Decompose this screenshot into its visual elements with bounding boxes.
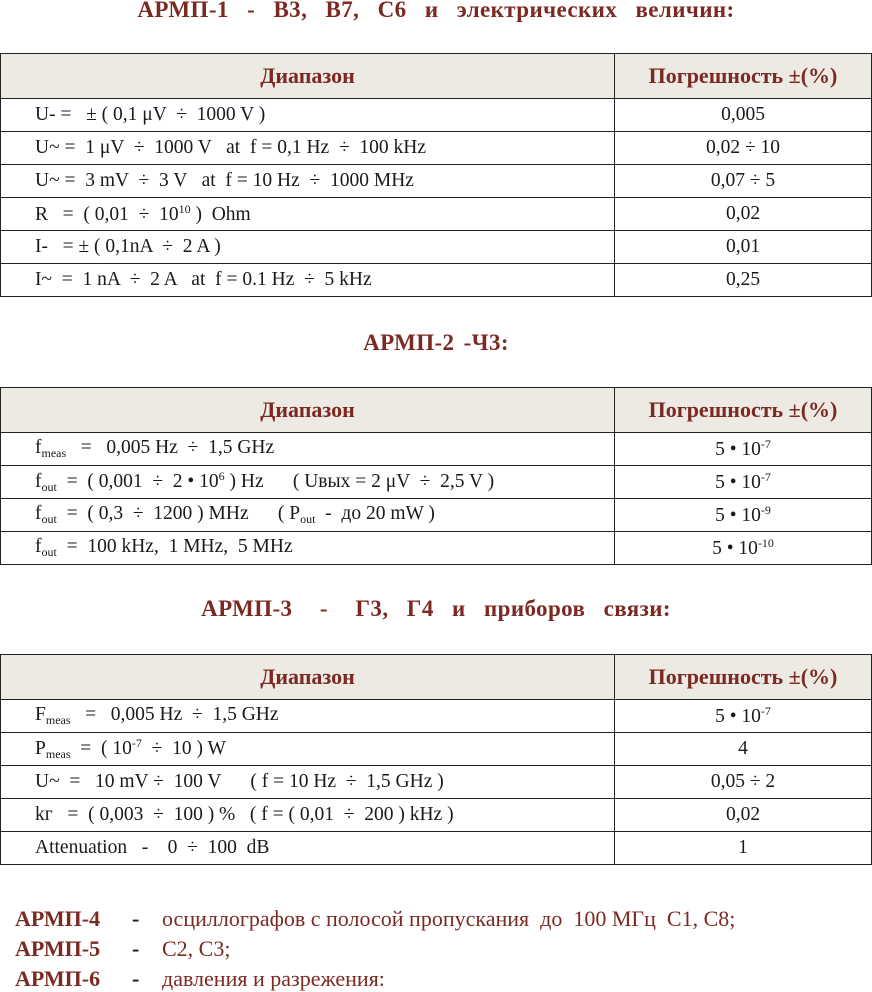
error-cell: 5 • $10^{-7}$ [615, 700, 872, 733]
range-column-header: Диапазон [1, 388, 615, 433]
error-cell: 0,02 [615, 799, 872, 832]
range-cell: I- = ± ( 0,1nA ÷ 2 A ) [1, 231, 615, 264]
range-column-header: Диапазон [1, 655, 615, 700]
error-cell: 0,05 ÷ 2 [615, 766, 872, 799]
section-title-armp-2: АРМП-2 -Ч3: [363, 330, 509, 355]
range-cell: I~ = 1 nA ÷ 2 A at f = 0.1 Hz ÷ 5 kHz [1, 264, 615, 297]
range-cell: U~ = 1 μV ÷ 1000 V at f = 0,1 Hz ÷ 100 kHz [1, 132, 615, 165]
footer-dash: - [132, 936, 140, 961]
error-cell: 5 • $10^{-9}$ [615, 499, 872, 532]
table-row [1, 766, 872, 799]
table-row [1, 799, 872, 832]
section-title-armp-1: АРМП-1 - В3, В7, С6 и электрических величин: [137, 0, 735, 22]
range-cell: $f_{out}$ = ( 0,001 ÷ 2 • $10^6$ ) Hz ( Uвых = 2 μV ÷ 2,5 V ) [1, 466, 615, 499]
error-cell: 5 • $10^{-7}$ [615, 466, 872, 499]
error-cell: 0,01 [615, 231, 872, 264]
footer-dash: - [132, 906, 140, 931]
range-cell: $P_{meas}$ = ( $10^{-7} \div 10$ ) W [1, 733, 615, 766]
table-row [1, 132, 872, 165]
table-row [1, 198, 872, 231]
range-cell: Attenuation - 0 ÷ 100 dB [1, 832, 615, 865]
footer-label: АРМП-6 [15, 966, 101, 991]
range-cell: U- = ± ( 0,1 μV ÷ 1000 V ) [1, 99, 615, 132]
footer-line-armp-6 [4, 940, 385, 992]
table-row [1, 733, 872, 766]
footer-dash: - [132, 966, 140, 991]
table-row [1, 700, 872, 733]
table-row [1, 433, 872, 466]
footer-text: давления и разрежения: [162, 966, 385, 991]
error-cell: 5 • $10^{-7}$ [615, 433, 872, 466]
error-column-header: Погрешность ±(%) [615, 54, 872, 99]
range-cell: U~ = 10 mV ÷ 100 V ( f = 10 Hz ÷ 1,5 GHz ) [1, 766, 615, 799]
error-cell: 0,25 [615, 264, 872, 297]
range-cell: R = ( $0,01 \div 10^{10}$ ) Ohm [1, 198, 615, 231]
footer-text: С2, С3; [162, 936, 231, 961]
error-cell: 0,02 [615, 198, 872, 231]
footer-label: АРМП-5 [15, 936, 101, 961]
error-cell: 1 [615, 832, 872, 865]
footer-label: АРМП-4 [15, 906, 101, 931]
table-row [1, 499, 872, 532]
table-row [1, 99, 872, 132]
range-cell: $f_{out} = 100$ kHz, 1 MHz, 5 MHz [1, 532, 615, 565]
error-cell: 0,005 [615, 99, 872, 132]
section-title-armp-3: АРМП-3 - Г3, Г4 и приборов связи: [201, 596, 671, 621]
armp-1-table [0, 53, 872, 297]
table-row [1, 165, 872, 198]
error-cell: 0,02 ÷ 10 [615, 132, 872, 165]
error-column-header: Погрешность ±(%) [615, 388, 872, 433]
footer-text: осциллографов с полосой пропускания до 100 МГц С1, С8; [162, 906, 736, 931]
range-column-header: Диапазон [1, 54, 615, 99]
table-row [1, 466, 872, 499]
table-row [1, 532, 872, 565]
error-column-header: Погрешность ±(%) [615, 655, 872, 700]
range-cell: kг = ( 0,003 ÷ 100 ) % ( f = ( 0,01 ÷ 200 ) kHz ) [1, 799, 615, 832]
range-cell: U~ = 3 mV ÷ 3 V at f = 10 Hz ÷ 1000 MHz [1, 165, 615, 198]
table-header-row [1, 54, 872, 99]
table-row [1, 264, 872, 297]
armp-2-table [0, 387, 872, 565]
table-row [1, 832, 872, 865]
range-cell: $f_{out}$ = ( 0,3 ÷ 1200 ) MHz ( $P_{out}$ - до 20 mW ) [1, 499, 615, 532]
range-cell: $F_{meas} = 0,005$ Hz ÷ 1,5 GHz [1, 700, 615, 733]
armp-3-table [0, 654, 872, 865]
error-cell: 0,07 ÷ 5 [615, 165, 872, 198]
error-cell: 5 • $10^{-10}$ [615, 532, 872, 565]
error-cell: 4 [615, 733, 872, 766]
range-cell: $f_{meas} = 0,005$ Hz ÷ 1,5 GHz [1, 433, 615, 466]
table-header-row [1, 388, 872, 433]
table-header-row [1, 655, 872, 700]
table-row [1, 231, 872, 264]
